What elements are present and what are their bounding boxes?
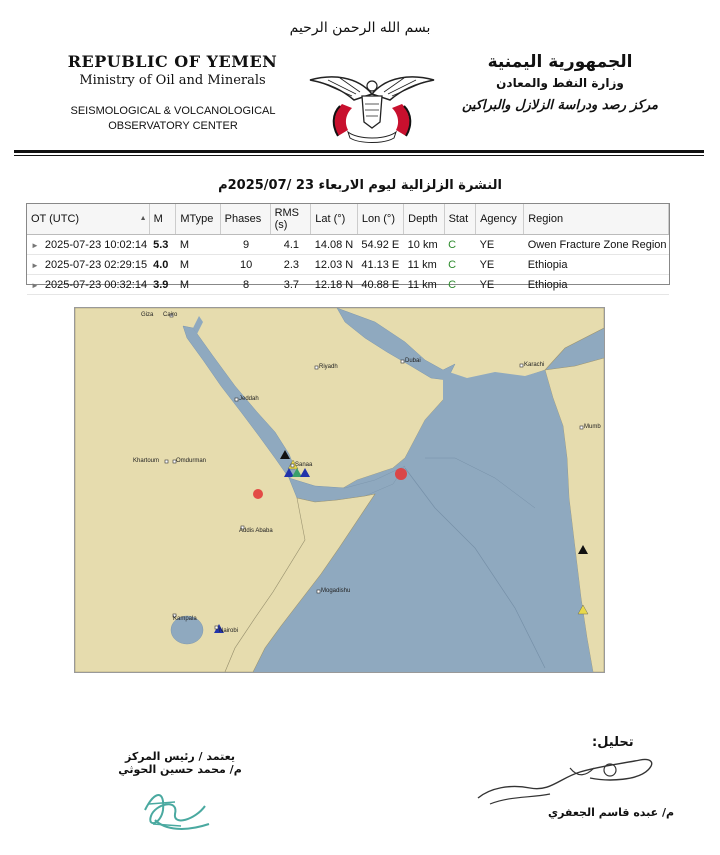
approver-block (110, 750, 250, 776)
map-label-khartoum: Khartoum (133, 458, 160, 464)
analyst-name: م/ عبده قاسم الجعفري (548, 806, 675, 819)
column-header-phases[interactable]: Phases (220, 204, 270, 235)
city-marker (317, 590, 320, 593)
column-header-depth[interactable]: Depth (404, 204, 444, 235)
map-label-riyadh: Riyadh (319, 364, 338, 370)
city-marker (315, 366, 318, 369)
table-row[interactable]: ► 2025-07-23 02:29:15 4.0 M 10 2.3 12.03 N 41.13 E 11 km C YE Ethiopia (27, 255, 669, 275)
column-header-ot[interactable]: OT (UTC) ▲ (27, 204, 149, 235)
event-marker (395, 468, 407, 480)
city-marker (215, 626, 218, 629)
table-header-row (27, 204, 669, 235)
column-header-stat[interactable]: Stat (444, 204, 475, 235)
ministry-name-ar: وزارة النفط والمعادن (496, 76, 624, 90)
column-header-mtype[interactable]: MType (176, 204, 220, 235)
header-divider (14, 150, 704, 153)
center-name-en (62, 104, 284, 134)
map-label-dubai: Dubai (405, 358, 421, 364)
republic-title-en: REPUBLIC OF YEMEN (67, 52, 278, 71)
basmala: بسم الله الرحمن الرحيم (289, 20, 431, 36)
map-label-karachi: Karachi (524, 362, 545, 368)
approver-name: م/ محمد حسين الحوثي (118, 763, 242, 776)
map-label-nairobi: Nairobi (219, 628, 239, 634)
map-label-mumbai: Mumb (584, 424, 601, 430)
expand-row-icon[interactable]: ► (31, 280, 39, 290)
sort-asc-icon[interactable]: ▲ (139, 215, 147, 222)
analyst-title: تحليل: (592, 735, 634, 750)
city-marker (291, 464, 294, 467)
approver-title: يعتمد / رئيس المركز (125, 750, 235, 763)
city-marker (235, 398, 238, 401)
center-name-en-line2: OBSERVATORY CENTER (108, 120, 238, 132)
table-row[interactable]: ► 2025-07-23 00:32:14 3.9 M 8 3.7 12.18 N 40.88 E 11 km C YE Ethiopia (27, 275, 669, 295)
bulletin-title: النشرة الزلزالية ليوم الاربعاء 23 /2025/07م (218, 178, 502, 193)
city-marker (520, 364, 523, 367)
arabic-header (450, 52, 670, 113)
city-marker (401, 360, 404, 363)
map-label-kampala: Kampala (173, 616, 197, 622)
column-header-region[interactable]: Region (524, 204, 669, 235)
column-header-lat[interactable]: Lat (°) (311, 204, 358, 235)
center-name-en-line1: SEISMOLOGICAL & VOLCANOLOGICAL (70, 105, 276, 117)
english-header (60, 52, 285, 88)
approver-signature-icon (135, 780, 225, 840)
column-header-m[interactable]: M (149, 204, 176, 235)
map-label-addis: Addis Ababa (239, 528, 273, 534)
expand-row-icon[interactable]: ► (31, 260, 39, 270)
header-divider-thin (14, 155, 704, 156)
map-label-giza: Giza (141, 312, 154, 318)
column-header-lon[interactable]: Lon (°) (357, 204, 403, 235)
republic-title-ar: الجمهورية اليمنية (487, 52, 633, 72)
yemen-eagle-emblem-icon (302, 66, 442, 146)
events-table (26, 203, 670, 291)
city-marker (165, 460, 168, 463)
table-row[interactable]: ► 2025-07-23 10:02:14 5.3 M 9 4.1 14.08 N 54.92 E 10 km C YE Owen Fracture Zone Region (27, 235, 669, 255)
city-marker (580, 426, 583, 429)
analyst-signature-icon (470, 748, 670, 810)
map-label-mogadishu: Mogadishu (321, 588, 351, 594)
map-label-jeddah: Jeddah (239, 396, 259, 402)
expand-row-icon[interactable]: ► (31, 240, 39, 250)
seismic-map[interactable] (74, 307, 605, 673)
ministry-name-en: Ministry of Oil and Minerals (79, 73, 266, 88)
event-marker (253, 489, 263, 499)
column-header-rms[interactable]: RMS (s) (270, 204, 311, 235)
center-name-ar: مركز رصد ودراسة الزلازل والبراكين (461, 98, 658, 113)
map-label-sanaa: Sanaa (295, 462, 313, 468)
column-header-agency[interactable]: Agency (476, 204, 524, 235)
map-label-cairo: Cairo (163, 312, 178, 318)
map-label-omdurman: Omdurman (176, 458, 207, 464)
